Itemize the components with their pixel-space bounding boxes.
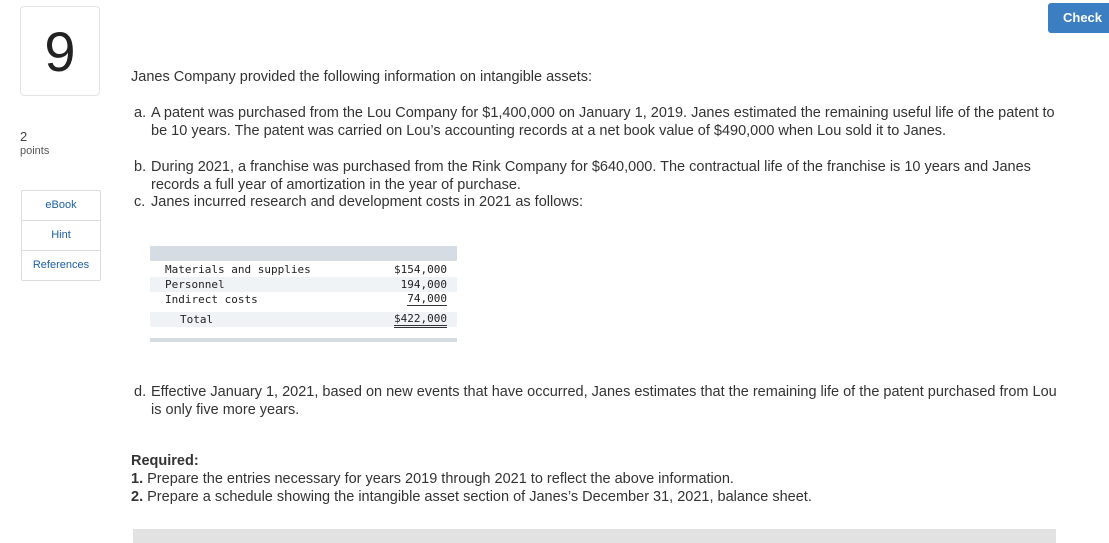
row-label: Personnel (165, 278, 225, 291)
row-amount: 74,000 (407, 292, 447, 305)
required-num: 2. (131, 489, 144, 505)
item-text: Effective January 1, 2021, based on new events that have occurred, Janes estimates that the remaining life of the patent purchased from Lou is only five more years. (151, 384, 1057, 418)
required-item-2 (131, 489, 812, 505)
row-amount: $154,000 (394, 263, 447, 276)
references-button[interactable]: References (32, 259, 90, 271)
item-letter: a. (134, 105, 147, 121)
item-text: Janes incurred research and development costs in 2021 as follows: (151, 194, 584, 210)
item-letter: b. (134, 159, 147, 175)
table-row (150, 292, 457, 307)
table-header-band (150, 246, 457, 261)
required-title: Required: (131, 453, 199, 469)
problem-intro: Janes Company provided the following information on intangible assets: (131, 69, 593, 85)
problem-item-b (134, 158, 1066, 194)
answer-area-bar (133, 529, 1056, 543)
problem-item-c (134, 193, 1066, 211)
check-button[interactable]: Check (1048, 3, 1109, 33)
resource-buttons (21, 190, 101, 281)
row-label: Indirect costs (165, 293, 258, 306)
hint-button[interactable]: Hint (22, 221, 100, 251)
item-text: A patent was purchased from the Lou Company for $1,400,000 on January 1, 2019. Janes estimated the remaining useful life of the patent to be 10 years. The patent was carried on Lou’s accounting records at a net book value of $490,000 when Lou sold it to Janes. (151, 105, 1055, 139)
total-label: Total (180, 313, 214, 326)
item-letter: d. (134, 384, 147, 400)
problem-item-d (134, 383, 1066, 419)
row-amount: 194,000 (400, 278, 447, 291)
table-total-row (150, 312, 457, 327)
item-text: During 2021, a franchise was purchased from the Rink Company for $640,000. The contractual life of the franchise is 10 years and Janes records a full year of amortization in the year of purchase. (151, 159, 1031, 193)
table-footer-band (150, 338, 457, 342)
points-label: points (20, 145, 50, 157)
required-num: 1. (131, 471, 144, 487)
question-number: 9 (20, 6, 100, 96)
total-amount: $422,000 (394, 312, 447, 328)
required-text: Prepare a schedule showing the intangible asset section of Janes’s December 31, 2021, balance sheet. (147, 489, 812, 505)
rd-costs-table (150, 246, 457, 342)
problem-item-a (134, 104, 1066, 140)
ebook-button[interactable]: eBook (22, 191, 100, 221)
points-value: 2 (20, 129, 28, 144)
required-item-1 (131, 471, 734, 487)
item-letter: c. (134, 194, 146, 210)
table-row (150, 277, 457, 292)
table-row (150, 262, 457, 277)
row-label: Materials and supplies (165, 263, 311, 276)
required-text: Prepare the entries necessary for years 2019 through 2021 to reflect the above information. (147, 471, 734, 487)
